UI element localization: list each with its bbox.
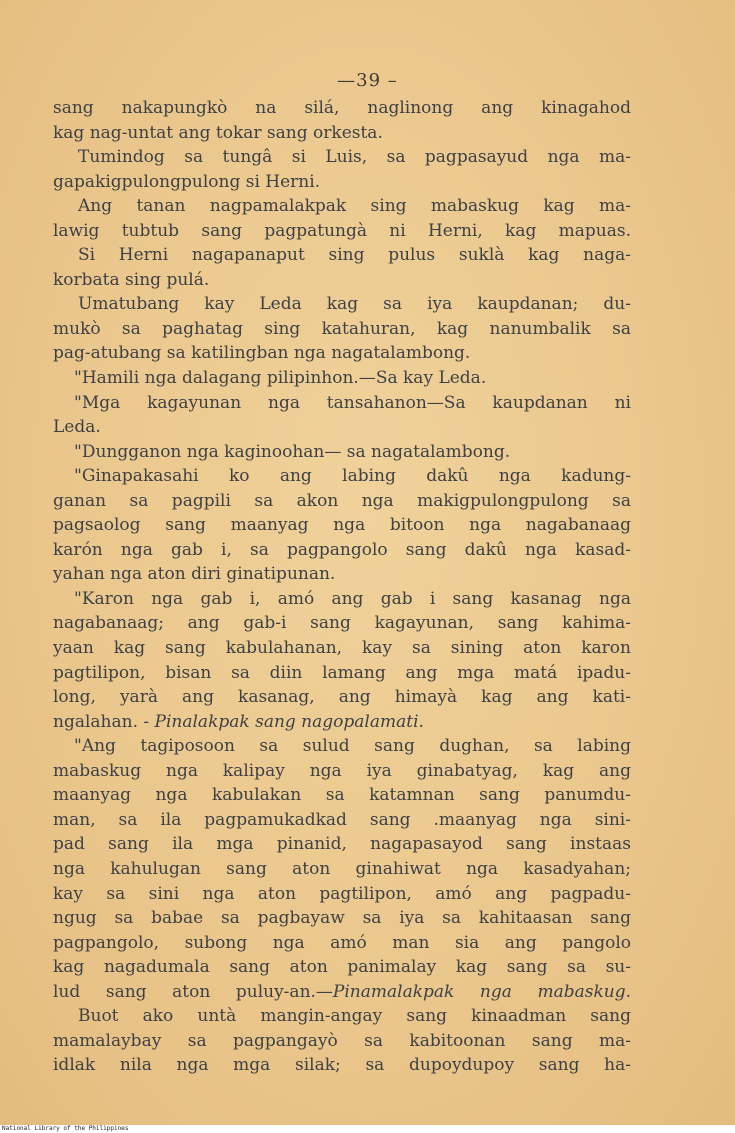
- text-line-content: Tumindog sa tungâ si Luis, sa pagpasayud nga ma-: [78, 147, 631, 168]
- text-line: [53, 145, 631, 170]
- text-line-content: Si Herni nagapanaput sing pulus suklà kag naga-: [78, 245, 631, 266]
- text-line: [53, 464, 631, 489]
- text-line-content: Buot ako untà mangin-angay sang kinaadman sang: [78, 1006, 631, 1027]
- applause-note: —Pinamalakpak nga mabaskug.: [315, 981, 631, 1002]
- text-line: [53, 980, 631, 1005]
- text-line: [53, 391, 631, 416]
- text-line: [53, 759, 631, 784]
- text-line-content: pad sang ila mga pinanid, nagapasayod sang instaas: [53, 834, 631, 855]
- text-line-content: kay sa sini nga aton pagtilipon, amó ang pagpadu-: [53, 883, 631, 904]
- text-line: [53, 219, 631, 244]
- text-line: [53, 882, 631, 907]
- text-line-content: "Ginapakasahi ko ang labing dakû nga kadung-: [74, 466, 631, 487]
- text-line-content: Leda.: [53, 417, 101, 438]
- text-line-content: karón nga gab i, sa pagpangolo sang dakû nga kasad-: [53, 539, 631, 560]
- page-number: —39 –: [337, 70, 398, 91]
- text-line-content: ngug sa babae sa pagbayaw sa iya sa kahitaasan sang: [53, 908, 631, 929]
- text-line: [53, 931, 631, 956]
- text-line-content: lud sang aton puluy-an.: [53, 981, 316, 1002]
- text-line: [53, 562, 631, 587]
- text-line-content: yaan kag sang kabulahanan, kay sa sining aton karon: [53, 638, 631, 659]
- text-line-content: pagtilipon, bisan sa diin lamang ang mga matá ipadu-: [53, 662, 631, 683]
- text-line-content: maanyag nga kabulakan sa katamnan sang panumdu-: [53, 785, 631, 806]
- text-line-content: "Mga kagayunan nga tansahanon—Sa kaupdanan ni: [74, 392, 631, 413]
- text-line-content: sang nakapungkò na silá, naglinong ang kinagahod: [53, 98, 631, 118]
- footer-credit: [0, 1125, 735, 1133]
- text-line: [53, 538, 631, 563]
- text-line-content: kag nagadumala sang aton panimalay kag sang sa su-: [53, 957, 631, 978]
- text-line-content: "Ang tagiposoon sa sulud sang dughan, sa labing: [74, 736, 631, 757]
- text-line: [53, 341, 631, 366]
- text-line-content: Umatubang kay Leda kag sa iya kaupdanan; du-: [78, 294, 631, 315]
- text-line: [53, 587, 631, 612]
- text-line: [53, 415, 631, 440]
- text-line-content: long, yarà ang kasanag, ang himayà kag ang kati-: [53, 687, 631, 708]
- text-line-content: "Hamili nga dalagang pilipinhon.—Sa kay Leda.: [74, 368, 487, 389]
- text-line: [53, 194, 631, 219]
- body-text: [53, 96, 631, 1078]
- text-line-content: pagsaolog sang maanyag nga bitoon nga nagabanaag: [53, 515, 631, 536]
- text-line-content: ngalahan.: [53, 711, 138, 732]
- text-line: [53, 243, 631, 268]
- text-line: [53, 513, 631, 538]
- text-line-content: pag-atubang sa katilingban nga nagatalambong.: [53, 343, 471, 364]
- text-line: [53, 611, 631, 636]
- text-line-content: nagabanaag; ang gab-i sang kagayunan, sang kahima-: [53, 613, 631, 634]
- text-line-content: Ang tanan nagpamalakpak sing mabaskug kag ma-: [78, 196, 631, 217]
- text-line: [53, 955, 631, 980]
- text-line-content: lawig tubtub sang pagpatungà ni Herni, kag mapuas.: [53, 220, 631, 241]
- text-line: [53, 685, 631, 710]
- text-line-content: pagpangolo, subong nga amó man sia ang pangolo: [53, 932, 631, 953]
- text-line-content: yahan nga aton diri ginatipunan.: [53, 564, 336, 585]
- text-line: [53, 783, 631, 808]
- text-line: [53, 710, 631, 735]
- text-line: [53, 292, 631, 317]
- text-line-content: "Karon nga gab i, amó ang gab i sang kasanag nga: [74, 588, 631, 609]
- text-line: [53, 832, 631, 857]
- text-line: [53, 857, 631, 882]
- text-line-content: mabaskug nga kalipay nga iya ginabatyag, kag ang: [53, 760, 631, 781]
- text-line-content: ganan sa pagpili sa akon nga makigpulongpulong sa: [53, 490, 631, 511]
- text-line: [53, 906, 631, 931]
- text-line-content: mukò sa paghatag sing katahuran, kag nanumbalik sa: [53, 318, 631, 339]
- text-line: [53, 268, 631, 293]
- text-line-content: man, sa ila pagpamukadkad sang .maanyag nga sini-: [53, 809, 631, 830]
- applause-note: - Pinalakpak sang nagopalamati.: [137, 711, 424, 732]
- text-line: [53, 440, 631, 465]
- text-line-content: mamalaybay sa pagpangayò sa kabitoonan sang ma-: [53, 1030, 631, 1051]
- text-line-content: "Dungganon nga kaginoohan— sa nagatalambong.: [74, 441, 511, 462]
- text-line: [53, 317, 631, 342]
- text-line-content: idlak nila nga mga silak; sa dupoydupoy sang ha-: [53, 1055, 631, 1076]
- text-line-content: nga kahulugan sang aton ginahiwat nga kasadyahan;: [53, 858, 631, 879]
- text-line-content: kag nag-untat ang tokar sang orkesta.: [53, 122, 383, 143]
- text-line: [53, 661, 631, 686]
- text-line: [53, 489, 631, 514]
- text-line: [53, 734, 631, 759]
- text-line: [53, 808, 631, 833]
- text-line: [53, 1004, 631, 1029]
- text-line: [53, 636, 631, 661]
- text-line: [53, 1053, 631, 1078]
- footer-credit-text: National Library of the Philippines: [2, 1125, 129, 1132]
- text-line: [53, 366, 631, 391]
- text-line: [53, 96, 631, 121]
- text-line: [53, 170, 631, 195]
- text-line: [53, 1029, 631, 1054]
- text-line: [53, 121, 631, 146]
- text-line-content: gapakigpulongpulong si Herni.: [53, 171, 321, 192]
- text-line-content: korbata sing pulá.: [53, 269, 210, 290]
